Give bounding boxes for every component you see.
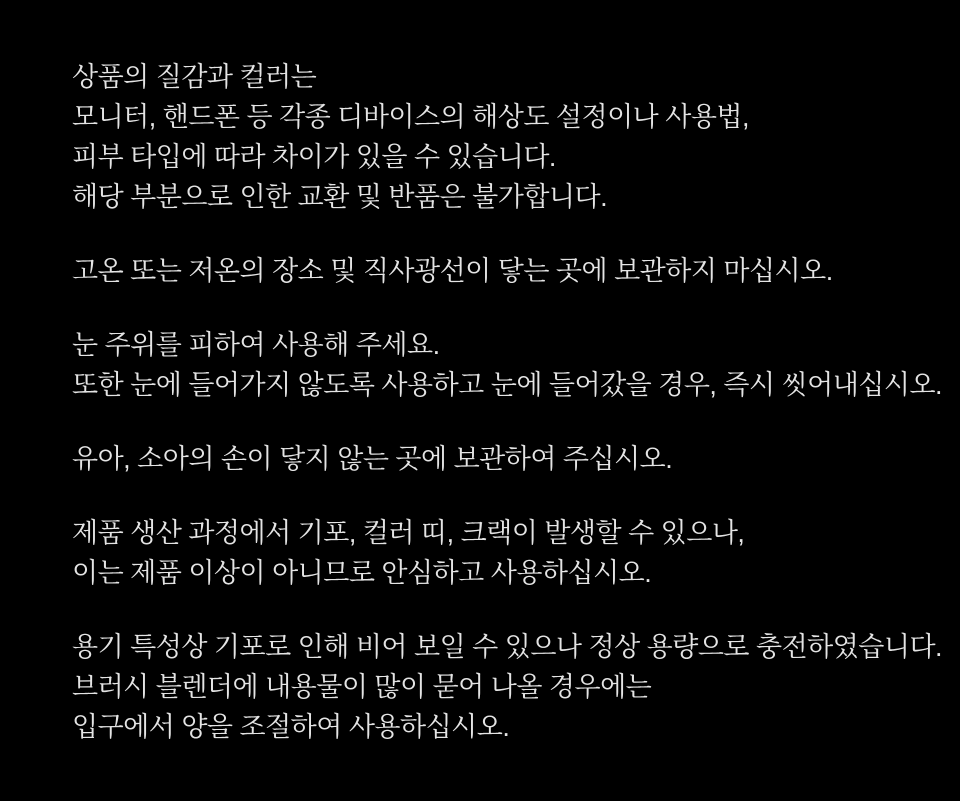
notice-paragraph-device-color (72, 57, 920, 217)
notice-paragraph-keep-from-children (72, 439, 920, 479)
notice-line: 눈 주위를 피하여 사용해 주세요. (72, 330, 440, 360)
notice-line: 용기 특성상 기포로 인해 비어 보일 수 있으나 정상 용량으로 충전하였습니다. (72, 632, 943, 662)
notice-paragraph-container-fill (72, 627, 943, 747)
notice-line: 유아, 소아의 손이 닿지 않는 곳에 보관하여 주십시오. (72, 444, 673, 474)
notice-line: 상품의 질감과 컬러는 (72, 62, 317, 92)
notice-line: 제품 생산 과정에서 기포, 컬러 띠, 크랙이 발생할 수 있으나, (72, 518, 745, 548)
notice-line: 고온 또는 저온의 장소 및 직사광선이 닿는 곳에 보관하지 마십시오. (72, 256, 833, 286)
notice-line: 이는 제품 이상이 아니므로 안심하고 사용하십시오. (72, 558, 652, 588)
notice-paragraph-storage-temperature (72, 251, 920, 291)
notice-paragraph-eye-caution (72, 325, 943, 405)
notice-line: 피부 타입에 따라 차이가 있을 수 있습니다. (72, 142, 556, 172)
notice-line: 해당 부분으로 인한 교환 및 반품은 불가합니다. (72, 182, 608, 212)
notice-line: 입구에서 양을 조절하여 사용하십시오. (72, 712, 510, 742)
notice-line: 모니터, 핸드폰 등 각종 디바이스의 해상도 설정이나 사용법, (72, 102, 749, 132)
notice-paragraph-production-defects (72, 513, 920, 593)
notice-line: 브러시 블렌더에 내용물이 많이 묻어 나올 경우에는 (72, 672, 652, 702)
notice-line: 또한 눈에 들어가지 않도록 사용하고 눈에 들어갔을 경우, 즉시 씻어내십시오. (72, 370, 943, 400)
